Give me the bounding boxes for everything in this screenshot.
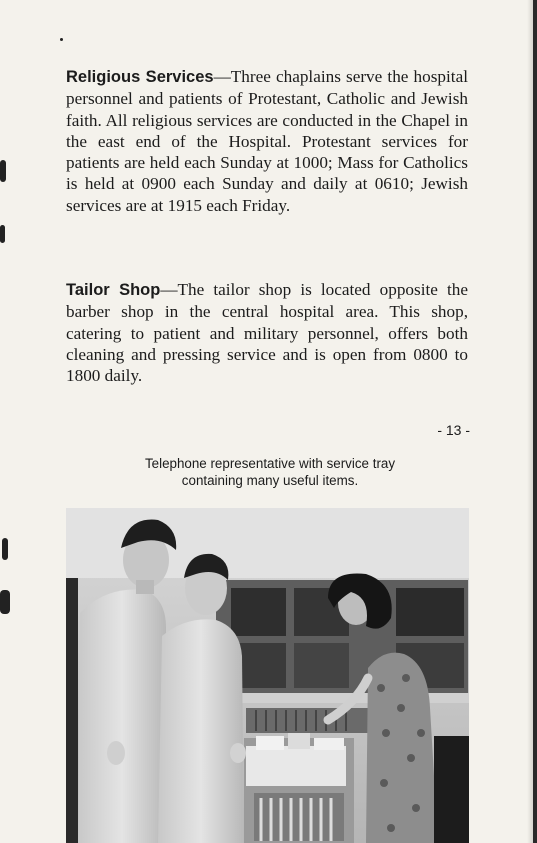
page-number: - 13 - xyxy=(437,422,470,438)
photograph xyxy=(66,508,469,843)
religious-services-heading: Religious Services xyxy=(66,68,214,86)
religious-services-paragraph xyxy=(66,66,468,216)
margin-mark xyxy=(0,160,6,182)
margin-mark xyxy=(0,590,10,614)
religious-services-body: —Three chaplains serve the hospital personnel and patients of Protestant, Catholic and Jewish faith. All religious services are conducted in the Chapel in the east end of the Hospital. Protestant services for patients are held each Sunday at 1000; Mass for Catholics is held at 0900 each Sunday and daily at 0610; Jewish services are at 1915 each Friday. xyxy=(66,67,468,215)
ink-speck xyxy=(60,38,63,41)
service-tray xyxy=(244,733,354,843)
margin-mark xyxy=(0,225,5,243)
religious-services-section xyxy=(66,66,468,216)
margin-mark xyxy=(2,538,8,560)
tailor-shop-body: —The tailor shop is located opposite the barber shop in the central hospital area. This shop, catering to patient and military personnel, offers both cleaning and pressing service and is open from 0800 to 1800 daily. xyxy=(66,280,468,386)
tailor-shop-paragraph xyxy=(66,279,468,386)
tailor-shop-section xyxy=(66,279,468,386)
tailor-shop-heading: Tailor Shop xyxy=(66,281,161,299)
caption-line-1: Telephone representative with service tray xyxy=(144,456,396,471)
page-binding-edge xyxy=(533,0,537,843)
photograph-illustration xyxy=(66,508,469,843)
photo-caption xyxy=(80,456,460,489)
caption-line-2: containing many useful items. xyxy=(181,472,359,488)
